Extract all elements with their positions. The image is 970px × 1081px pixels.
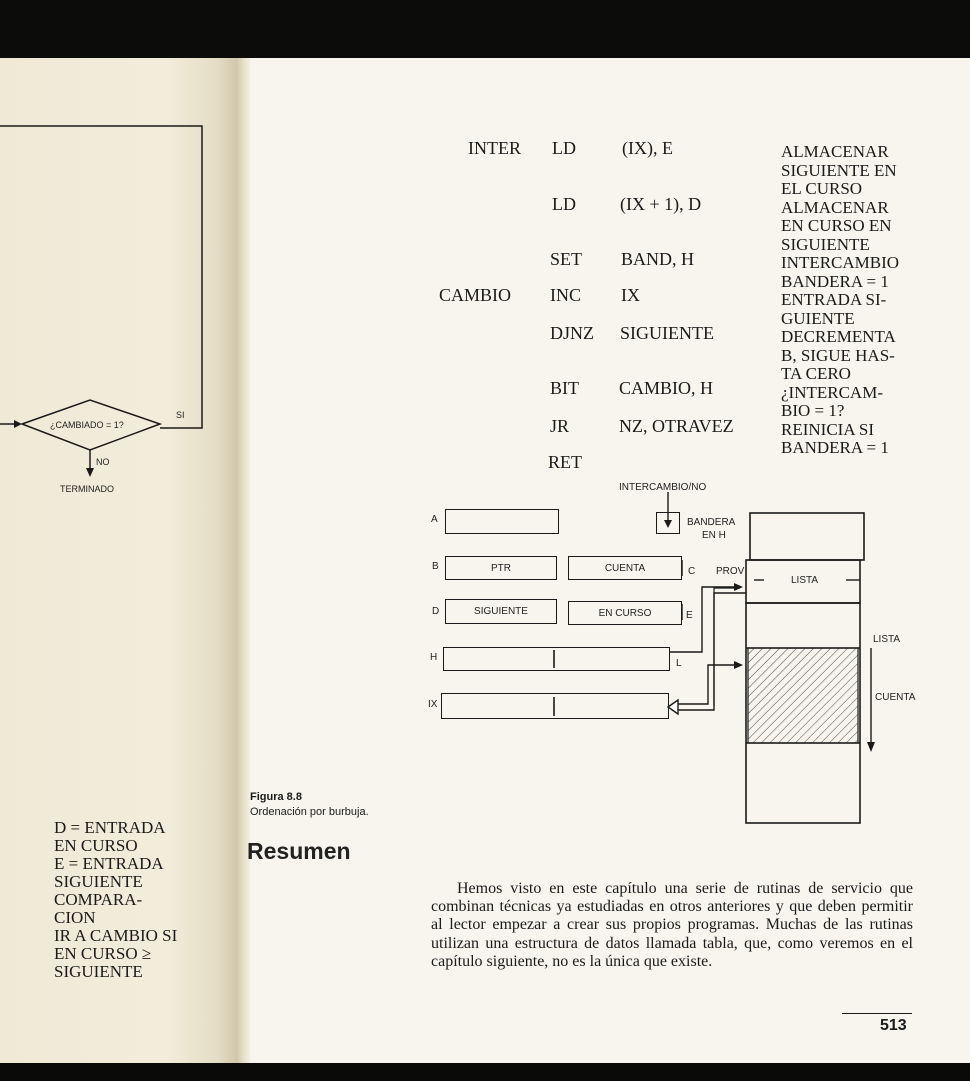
code-op: SET xyxy=(550,249,583,269)
table-outer xyxy=(750,513,864,560)
comment-line: ENTRADA SI- xyxy=(781,290,887,309)
ptr-label: PTR xyxy=(491,562,511,574)
code-label-inter: INTER xyxy=(468,138,521,158)
comment-line: ¿INTERCAM- xyxy=(781,382,883,402)
ix-feedback-line xyxy=(714,588,740,706)
register-a-label: A xyxy=(431,514,438,525)
code-comments xyxy=(781,143,899,458)
comment-line: TA CERO xyxy=(781,364,851,383)
left-note-line: SIGUIENTE xyxy=(54,872,143,891)
figure-caption: Ordenación por burbuja. xyxy=(250,806,369,818)
register-diagram-lines xyxy=(420,490,920,830)
comment-line: GUIENTE xyxy=(781,308,855,328)
book-spine xyxy=(236,58,250,1063)
page-number-rule xyxy=(842,1013,912,1014)
flag-label-2: EN H xyxy=(702,530,726,541)
lista-pointer-label: LISTA xyxy=(873,634,901,645)
register-d-label: D xyxy=(432,606,440,617)
register-ix-label: IX xyxy=(428,699,438,710)
code-operand: (IX + 1), D xyxy=(620,194,702,214)
comment-line: ALMACENAR xyxy=(781,197,889,217)
flowchart-end-label: TERMINADO xyxy=(60,484,114,494)
decision-yes-label: SI xyxy=(176,410,185,420)
register-e-label: E xyxy=(686,610,693,621)
code-op: LD xyxy=(552,194,576,214)
left-note-line: EN CURSO ≥ xyxy=(54,944,152,963)
table-lista-label: LISTA xyxy=(791,575,819,586)
cuenta-label: CUENTA xyxy=(604,562,646,574)
comment-line: BIO = 1? xyxy=(781,401,845,420)
decision-no-label: NO xyxy=(96,457,110,467)
code-op: INC xyxy=(550,285,581,305)
decision-label: ¿CAMBIADO = 1? xyxy=(50,420,124,430)
comment-line: EL CURSO xyxy=(781,179,863,198)
bottom-dark-background xyxy=(0,1063,970,1081)
ix-to-table-line-1 xyxy=(672,665,740,704)
flag-label-1: BANDERA xyxy=(687,517,736,528)
en-curso-label: EN CURSO xyxy=(598,607,652,619)
register-c-label: C xyxy=(688,566,696,577)
code-operand: NZ, OTRAVEZ xyxy=(619,416,734,436)
hl-to-table-arrowhead xyxy=(734,583,743,591)
flowchart xyxy=(0,58,236,518)
left-note-line: COMPARA- xyxy=(54,890,143,909)
code-operand: (IX), E xyxy=(622,138,673,158)
code-label-cambio: CAMBIO xyxy=(439,285,512,305)
cuenta-arrowhead xyxy=(867,742,875,752)
page-number: 513 xyxy=(880,1017,907,1034)
cuenta-pointer-label: CUENTA xyxy=(875,692,916,703)
summary-paragraph: Hemos visto en este capítulo una serie de rutinas de servicio que combinan técnicas ya estudiadas en otros anteriores y que deben permitir al lector empezar a crear sus propios programas. Muchas de las rutinas utilizan una estructura de datos llamada tabla, que, como veremos en el capítulo siguiente, no es la única que existe. xyxy=(431,880,913,970)
ix-feedback-arrowhead xyxy=(668,700,678,714)
code-op: DJNZ xyxy=(550,323,594,343)
code-op: LD xyxy=(552,138,576,158)
comment-line: EN CURSO EN xyxy=(781,216,892,235)
comment-line: SIGUIENTE xyxy=(781,234,870,254)
left-note-line: D = ENTRADA xyxy=(54,818,166,837)
left-note-line: SIGUIENTE xyxy=(54,962,143,981)
code-operand: CAMBIO, H xyxy=(619,378,714,398)
left-note-line: CION xyxy=(54,908,96,927)
code-op: JR xyxy=(550,416,570,436)
comment-line: REINICIA SI xyxy=(781,419,875,439)
code-operand: BAND, H xyxy=(621,249,695,269)
ix-to-table-arrowhead-1 xyxy=(734,661,743,669)
code-op: BIT xyxy=(550,378,579,398)
register-h-label: H xyxy=(430,652,438,663)
comment-line: BANDERA = 1 xyxy=(781,438,889,457)
register-b-label: B xyxy=(432,561,439,572)
top-dark-background xyxy=(0,0,970,58)
left-note-line: IR A CAMBIO SI xyxy=(54,926,178,945)
code-operand: SIGUIENTE xyxy=(620,323,714,343)
register-l-label: L xyxy=(676,658,682,669)
siguiente-label: SIGUIENTE xyxy=(474,606,528,617)
hl-to-table-line xyxy=(670,587,740,652)
prov-label: PROV xyxy=(716,566,745,577)
left-note-line: E = ENTRADA xyxy=(54,854,164,873)
flag-title: INTERCAMBIO/NO xyxy=(619,482,707,493)
code-operand: IX xyxy=(621,285,640,305)
comment-line: INTERCAMBIO xyxy=(781,253,900,272)
comment-line: B, SIGUE HAS- xyxy=(781,345,895,365)
comment-line: BANDERA = 1 xyxy=(781,271,889,291)
code-op: RET xyxy=(548,452,582,472)
left-notes xyxy=(54,819,177,981)
section-title: Resumen xyxy=(247,838,351,864)
flowchart-no-arrowhead xyxy=(86,468,94,477)
flowchart-loop-line xyxy=(0,126,202,428)
figure-number: Figura 8.8 xyxy=(250,791,302,803)
left-note-line: EN CURSO xyxy=(54,836,138,855)
comment-line: DECREMENTA xyxy=(781,327,896,346)
comment-line: SIGUIENTE EN xyxy=(781,160,897,180)
comment-line: ALMACENAR xyxy=(781,142,889,161)
flag-arrowhead xyxy=(664,520,672,528)
table-hatched-region xyxy=(748,648,858,743)
